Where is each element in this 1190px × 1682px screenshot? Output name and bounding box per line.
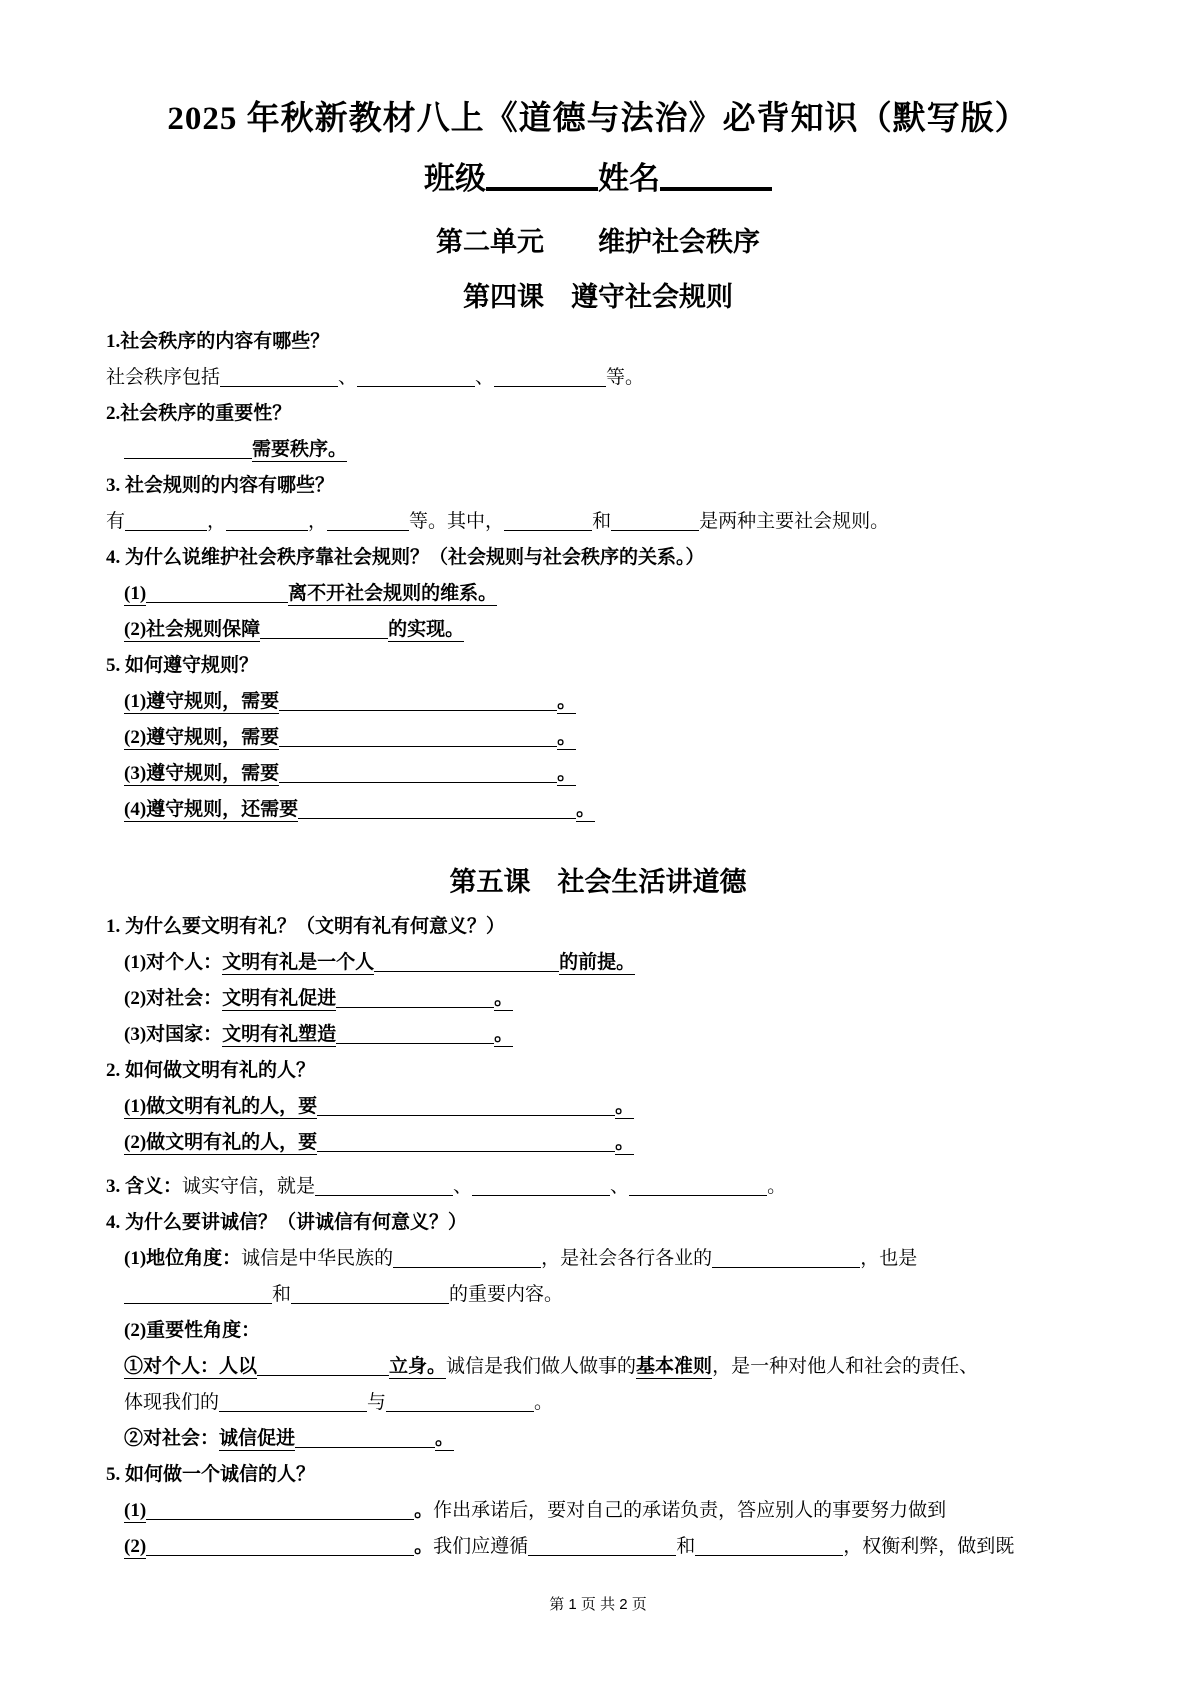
worksheet-line <box>106 546 1090 570</box>
text-segment: 作出承诺后，要对自己的承诺负责，答应别人的事要努力做到 <box>433 1500 947 1521</box>
text-segment: (3)对国家： <box>124 1024 223 1045</box>
text-segment: 文明有礼是一个人 <box>222 952 375 973</box>
text-segment: 诚信是中华民族的 <box>241 1248 394 1269</box>
text-segment: 离不开社会规则的维系。 <box>288 583 498 604</box>
text-segment: 和 <box>592 511 612 532</box>
text-segment: ①对个人：人以 <box>124 1356 258 1377</box>
lesson4-content <box>106 330 1090 822</box>
text-segment: 的重要内容。 <box>449 1284 564 1305</box>
text-segment: 文明有礼塑造 <box>222 1024 337 1045</box>
text-segment: (2)重要性角度： <box>124 1320 261 1341</box>
text-segment: 与 <box>367 1392 387 1413</box>
worksheet-line <box>106 1131 1090 1155</box>
lesson5-heading: 第五课 社会生活讲道德 <box>449 867 747 897</box>
worksheet-line <box>106 510 1090 534</box>
worksheet-line <box>106 1463 1090 1487</box>
fill-in-blank <box>260 620 388 639</box>
text-segment: 。 <box>414 1500 434 1521</box>
text-segment: 文明有礼促进 <box>222 988 337 1009</box>
fill-in-blank <box>528 1537 676 1556</box>
text-segment: ②对社会： <box>124 1428 220 1449</box>
fill-in-blank <box>146 1537 414 1556</box>
fill-in-blank <box>124 440 252 459</box>
fill-in-blank <box>317 1133 615 1152</box>
worksheet-line <box>106 1023 1090 1047</box>
worksheet-line <box>106 1319 1090 1343</box>
text-segment: 2. 如何做文明有礼的人？ <box>106 1060 316 1081</box>
text-segment: 、 <box>453 1176 473 1197</box>
text-segment: (2)遵守规则，需要 <box>124 727 280 748</box>
worksheet-line <box>106 1283 1090 1307</box>
fill-in-blank <box>298 800 576 819</box>
worksheet-line <box>106 951 1090 975</box>
text-segment: (1)遵守规则，需要 <box>124 691 280 712</box>
text-segment: ，是一种对他人和社会的责任、 <box>712 1356 979 1377</box>
class-name-line <box>106 153 1090 198</box>
text-segment: (1) <box>124 583 147 604</box>
worksheet-line <box>106 1175 1090 1199</box>
text-segment: 和 <box>272 1284 292 1305</box>
worksheet-line <box>106 618 1090 642</box>
lesson5-content <box>106 915 1090 1559</box>
text-segment: 。 <box>557 763 577 784</box>
fill-in-blank <box>257 1357 389 1376</box>
text-segment: 、 <box>338 367 358 388</box>
text-segment: (1) <box>124 1500 147 1521</box>
worksheet-line <box>106 915 1090 939</box>
worksheet-line <box>106 987 1090 1011</box>
fill-in-blank <box>279 764 557 783</box>
worksheet-line <box>106 654 1090 678</box>
text-segment: 诚信是我们做人做事的 <box>446 1356 637 1377</box>
fill-in-blank <box>695 1537 843 1556</box>
fill-in-blank <box>291 1285 449 1304</box>
fill-in-blank <box>327 512 409 531</box>
text-segment: 是两种主要社会规则。 <box>699 511 890 532</box>
fill-in-blank <box>357 368 475 387</box>
text-segment: 有 <box>106 511 126 532</box>
text-segment: (3)遵守规则，需要 <box>124 763 280 784</box>
text-segment: ，也是 <box>860 1248 918 1269</box>
text-segment: 。 <box>615 1096 635 1117</box>
worksheet-line <box>106 1427 1090 1451</box>
text-segment: ，是社会各行各业的 <box>541 1248 713 1269</box>
text-segment: 3. 含义： <box>106 1176 183 1197</box>
unit-heading: 第二单元 维护社会秩序 <box>436 227 760 257</box>
worksheet-line <box>106 690 1090 714</box>
text-segment: 5. 如何做一个诚信的人？ <box>106 1464 316 1485</box>
text-segment: 的实现。 <box>388 619 465 640</box>
text-segment: 。 <box>414 1536 434 1557</box>
text-segment: 、 <box>475 367 495 388</box>
fill-in-blank <box>295 1429 435 1448</box>
fill-in-blank <box>629 1177 767 1196</box>
fill-in-blank <box>146 1501 414 1520</box>
text-segment: 。 <box>767 1176 787 1197</box>
text-segment: (2) <box>124 1536 147 1557</box>
fill-in-blank <box>374 953 559 972</box>
class-label: 班级 <box>424 161 486 196</box>
worksheet-line <box>106 438 1090 462</box>
text-segment: 体现我们的 <box>124 1392 220 1413</box>
text-segment: 等。 <box>606 367 645 388</box>
text-segment: (1)地位角度： <box>124 1248 242 1269</box>
worksheet-line <box>106 1355 1090 1379</box>
text-segment: 需要秩序。 <box>252 439 348 460</box>
worksheet-line <box>106 402 1090 426</box>
text-segment: 社会秩序包括 <box>106 367 221 388</box>
worksheet-line <box>106 1391 1090 1415</box>
text-segment: 和 <box>676 1536 696 1557</box>
text-segment: 1.社会秩序的内容有哪些？ <box>106 331 330 352</box>
worksheet-line <box>106 1059 1090 1083</box>
text-segment: 诚信促进 <box>219 1428 296 1449</box>
fill-in-blank <box>393 1249 541 1268</box>
text-segment: 2.社会秩序的重要性？ <box>106 403 292 424</box>
worksheet-line <box>106 1499 1090 1523</box>
fill-in-blank <box>317 1097 615 1116</box>
text-segment: (4)遵守规则，还需要 <box>124 799 299 820</box>
worksheet-line <box>106 798 1090 822</box>
name-label: 姓名 <box>598 161 660 196</box>
fill-in-blank <box>124 1285 272 1304</box>
text-segment: 3. 社会规则的内容有哪些？ <box>106 475 335 496</box>
fill-in-blank <box>494 368 606 387</box>
class-blank <box>486 166 598 191</box>
fill-in-blank <box>472 1177 610 1196</box>
text-segment: 。 <box>615 1132 635 1153</box>
fill-in-blank <box>220 368 338 387</box>
text-segment: ， <box>308 511 328 532</box>
worksheet-line <box>106 474 1090 498</box>
worksheet-line <box>106 1211 1090 1235</box>
worksheet-line <box>106 1535 1090 1559</box>
text-segment: (2)做文明有礼的人，要 <box>124 1132 318 1153</box>
text-segment: 。 <box>557 727 577 748</box>
text-segment: 4. 为什么说维护社会秩序靠社会规则？（社会规则与社会秩序的关系。） <box>106 547 705 568</box>
worksheet-line <box>106 726 1090 750</box>
text-segment: 等。其中， <box>409 511 505 532</box>
fill-in-blank <box>712 1249 860 1268</box>
text-segment: 。 <box>494 1024 514 1045</box>
text-segment: ，权衡利弊，做到既 <box>843 1536 1015 1557</box>
document-title: 2025 年秋新教材八上《道德与法治》必背知识（默写版） <box>167 101 1029 137</box>
text-segment: 。 <box>494 988 514 1009</box>
text-segment: 1. 为什么要文明有礼？（文明有礼有何意义？） <box>106 916 506 937</box>
page-footer: 第 1 页 共 2 页 <box>549 1596 647 1613</box>
text-segment: 。 <box>576 799 596 820</box>
worksheet-line <box>106 762 1090 786</box>
text-segment: 基本准则 <box>636 1356 713 1377</box>
fill-in-blank <box>226 512 308 531</box>
fill-in-blank <box>504 512 592 531</box>
text-segment: 5. 如何遵守规则？ <box>106 655 259 676</box>
text-segment: 。 <box>534 1392 554 1413</box>
name-blank <box>660 166 772 191</box>
text-segment: 。 <box>435 1428 455 1449</box>
lesson4-heading: 第四课 遵守社会规则 <box>463 282 733 312</box>
text-segment: 、 <box>610 1176 630 1197</box>
worksheet-line <box>106 330 1090 354</box>
fill-in-blank <box>611 512 699 531</box>
text-segment: 4. 为什么要讲诚信？（讲诚信有何意义？） <box>106 1212 468 1233</box>
fill-in-blank <box>336 989 494 1008</box>
fill-in-blank <box>336 1025 494 1044</box>
text-segment: 。 <box>557 691 577 712</box>
fill-in-blank <box>279 728 557 747</box>
text-segment: (1)做文明有礼的人，要 <box>124 1096 318 1117</box>
text-segment: ， <box>207 511 227 532</box>
fill-in-blank <box>386 1393 534 1412</box>
text-segment: 立身。 <box>389 1356 447 1377</box>
fill-in-blank <box>279 692 557 711</box>
text-segment: 我们应遵循 <box>433 1536 529 1557</box>
text-segment: 诚实守信，就是 <box>182 1176 316 1197</box>
text-segment: (1)对个人： <box>124 952 223 973</box>
text-segment: (2)社会规则保障 <box>124 619 261 640</box>
fill-in-blank <box>146 584 288 603</box>
text-segment: (2)对社会： <box>124 988 223 1009</box>
fill-in-blank <box>219 1393 367 1412</box>
worksheet-line <box>106 1095 1090 1119</box>
worksheet-line <box>106 366 1090 390</box>
fill-in-blank <box>125 512 207 531</box>
fill-in-blank <box>315 1177 453 1196</box>
text-segment: 的前提。 <box>559 952 636 973</box>
worksheet-line <box>106 1247 1090 1271</box>
worksheet-line <box>106 582 1090 606</box>
